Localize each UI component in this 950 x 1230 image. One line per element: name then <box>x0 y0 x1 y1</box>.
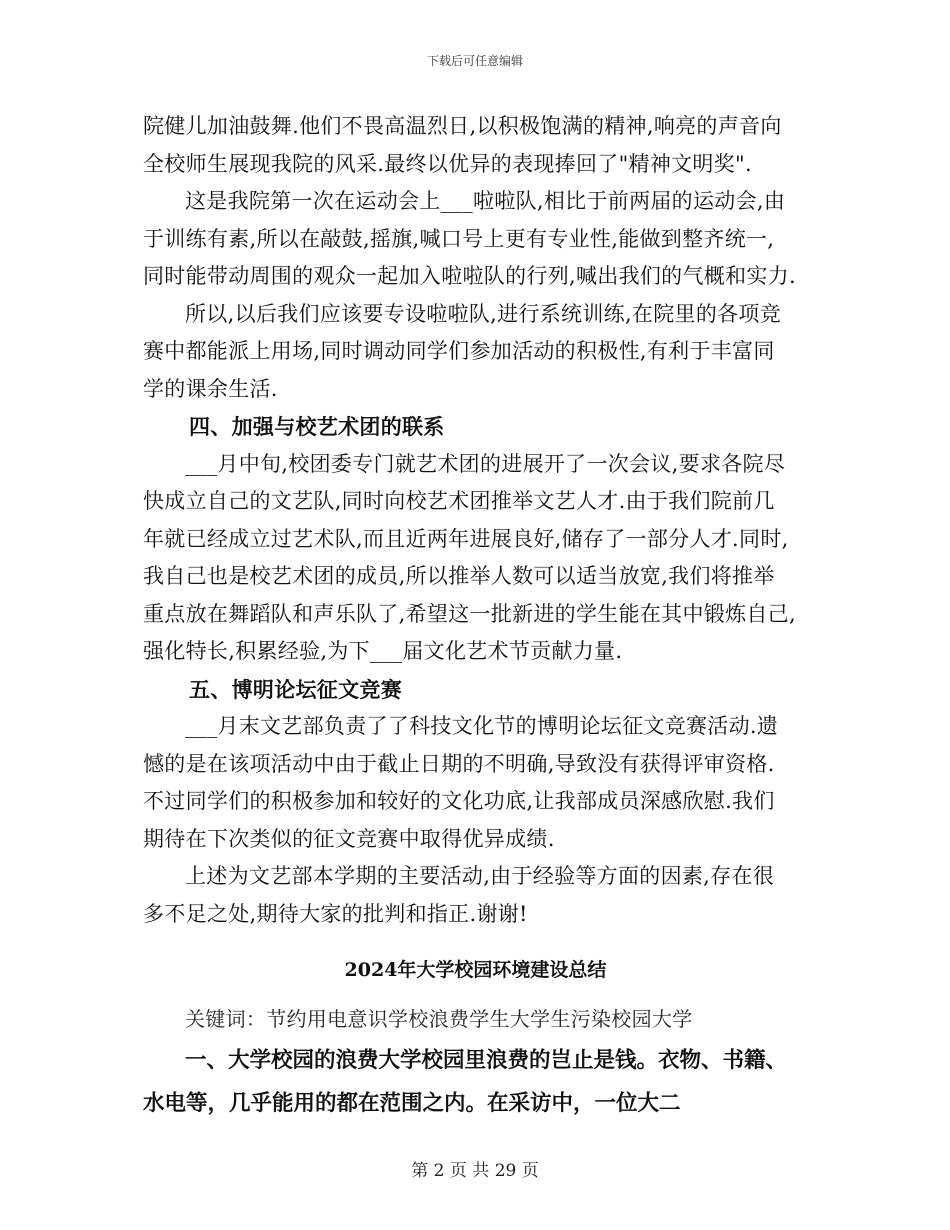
paragraph-line: 多不足之处,期待大家的批判和指正.谢谢! <box>143 901 528 926</box>
paragraph-line: 强化特长,积累经验,为下___届文化艺术节贡献力量. <box>143 639 623 663</box>
paragraph-line: ___月末文艺部负责了了科技文化节的博明论坛征文竞赛活动.遗 <box>185 714 779 738</box>
paragraph-line: 不过同学们的积极参加和较好的文化功底,让我部成员深感欣慰.我们 <box>143 789 775 813</box>
paragraph-line: 同时能带动周围的观众一起加入啦啦队的行列,喊出我们的气概和实力. <box>143 264 796 288</box>
keywords-line: 关键词：节约用电意识学校浪费学生大学生污染校园大学 <box>185 1007 693 1031</box>
page-header: 下载后可任意编辑 <box>426 54 523 68</box>
page-footer: 第 2 页 共 29 页 <box>411 1161 539 1181</box>
paragraph-line: 重点放在舞蹈队和声乐队了,希望这一批新进的学生能在其中锻炼自己, <box>143 601 796 626</box>
paragraph-line: 所以,以后我们应该要专设啦啦队,进行系统训练,在院里的各项竞 <box>185 301 782 326</box>
paragraph-line: 年就已经成立过艺术队,而且近两年进展良好,储存了一部分人才.同时, <box>143 526 789 551</box>
paragraph-line: 学的课余生活. <box>143 376 278 401</box>
paragraph-line: 院健儿加油鼓舞.他们不畏高温烈日,以积极饱满的精神,响亮的声音向 <box>143 114 782 138</box>
paragraph-line: 全校师生展现我院的风采.最终以优异的表现捧回了"精神文明奖". <box>143 151 752 176</box>
paragraph-line: 我自己也是校艺术团的成员,所以推举人数可以适当放宽,我们将推举 <box>143 564 775 588</box>
document-body <box>143 108 808 1125</box>
paragraph-line: 快成立自己的文艺队,同时向校艺术团推举文艺人才.由于我们院前几 <box>143 489 775 513</box>
paragraph-line: 上述为文艺部本学期的主要活动,由于经验等方面的因素,存在很 <box>185 864 775 888</box>
paragraph-line: 这是我院第一次在运动会上___啦啦队,相比于前两届的运动会,由 <box>185 189 786 213</box>
paragraph-line: 憾的是在该项活动中由于截止日期的不明确,导致没有获得评审资格. <box>143 751 775 776</box>
paragraph-line: 赛中都能派上用场,同时调动同学们参加活动的积极性,有利于丰富同 <box>143 339 775 363</box>
paragraph-line: ___月中旬,校团委专门就艺术团的进展开了一次会议,要求各院尽 <box>185 451 786 476</box>
bold-paragraph-line: 一、大学校园的浪费大学校园里浪费的岂止是钱。衣物、书籍、 <box>185 1047 788 1073</box>
document-title: 2024年大学校园环境建设总结 <box>344 959 607 981</box>
section-heading-5: 五、博明论坛征文竞赛 <box>189 676 402 702</box>
paragraph-line: 期待在下次类似的征文竞赛中取得优异成绩. <box>143 826 555 851</box>
section-heading-4: 四、加强与校艺术团的联系 <box>189 414 445 439</box>
paragraph-line: 于训练有素,所以在敲鼓,摇旗,喊口号上更有专业性,能做到整齐统一, <box>143 226 775 251</box>
bold-paragraph-line: 水电等，几乎能用的都在范围之内。在采访中，一位大二 <box>143 1090 681 1116</box>
